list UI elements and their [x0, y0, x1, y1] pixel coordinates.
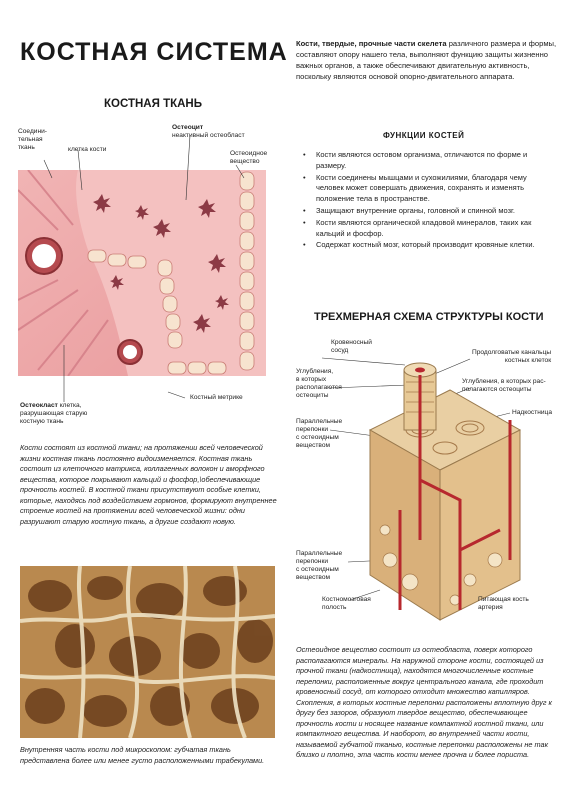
label-connective-tissue: Соедини- тельная ткань	[18, 128, 48, 151]
functions-title: ФУНКЦИИ КОСТЕЙ	[383, 131, 465, 140]
label-periosteum: Надкостница	[512, 409, 552, 416]
intro-rest: различного размера и формы, составляют опору нашего тела, выполняют функцию защиты жизненно важных органов, а также обеспечивают двигательную активность, поскольку являются основой опорно-двигательного аппарата.	[296, 39, 557, 81]
label-lamellae-top: Параллельные перепонки с остеоидным веществом	[296, 418, 343, 449]
label-hollows-left: Углубления, в которых располагаются остеоциты	[296, 368, 342, 399]
label-osteoid: Остеоидное вещество	[230, 150, 268, 165]
label-osteoclast-bold: Остеокласт	[20, 402, 58, 409]
function-item: • Кости являются органической кладовой минералов, таких как кальций и фосфор.	[300, 218, 555, 240]
tissue-title: КОСТНАЯ ТКАНЬ	[104, 98, 202, 110]
label-hollows-right: Углубления, в которых рас- полагаются остеоциты	[462, 378, 546, 393]
label-canals: Продолговатые канальцы костных клеток	[472, 349, 552, 364]
page-title: КОСТНАЯ СИСТЕМА	[20, 38, 288, 66]
label-osteoclast-rest: клетка, разрушающая старую костную ткань	[20, 402, 88, 425]
label-artery: Питающая кость артерия	[478, 596, 529, 611]
label-osteoclast	[20, 402, 87, 426]
label-lamellae-bottom: Параллельные перепонки с остеоидным веществом	[296, 550, 343, 581]
tissue-caption: Кости состоят из костной ткани; на протяжении всей человеческой жизни костная ткань постоянно видоизменяется. Костная ткань состоит из клеточного матрикса, коллагенных волокон и аморфного вещества, которое покрывают кальций и фосфор,\обеспечивающие прочность костей. В костной ткани присутствуют особые клетки, которые, находясь под воздействием гормонов, формируют внутреннее строение костей на протяжении всей человеческой жизни: одни разрушают старую костную ткань, а другие создают новую.	[20, 443, 277, 526]
label-vessel: Кровеносный сосуд	[331, 339, 372, 354]
label-osteocyte	[172, 124, 245, 140]
label-osteocyte-bold: Остеоцит	[172, 124, 204, 131]
structure-caption: Остеоидное вещество состоит из остеобласта, поверх которого располагаются минералы. На наружной стороне кости, состоящей из прочной ткани (надкостница), находятся многочисленные костные перепонки, расположенные вокруг центрального канала, где проходит кровеносный сосуд, от которого отходит множество капилляров. Скопления, в которых костные перепонки расположены вплотную друг к другу без зазоров, образуют твердое вещество, обеспечивающее прочность кости и носящее название компактной костной ткани, или компактного вещества. И наоборот, во внутренней части кости, называемой губчатой тканью, костные перепонки расположены не так близко и плотно, эта часть кости менее прочна и более пориста.	[296, 645, 552, 759]
functions-list	[300, 150, 555, 252]
microscope-photo	[20, 566, 275, 738]
label-osteocyte-rest: неактивный остеобласт	[172, 132, 245, 139]
structure-title: ТРЕХМЕРНАЯ СХЕМА СТРУКТУРЫ КОСТИ	[314, 311, 544, 323]
microscope-caption: Внутренняя часть кости под микроскопом: губчатая ткань представлена более или менее густо расположенными трабекулами.	[20, 745, 265, 765]
function-item: • Содержат костный мозг, который производит кровяные клетки.	[300, 240, 555, 251]
label-marrow: Костномозговая полость	[322, 596, 371, 611]
function-item: • Кости соединены мышцами и сухожилиями, благодаря чему человек может совершать движения, сохранять и изменять положение тела в пространстве.	[300, 173, 555, 205]
intro-bold: Кости, твердые, прочные части скелета	[296, 39, 447, 48]
bone-structure-illustration	[360, 360, 535, 625]
label-matrix: Костный метрике	[190, 394, 243, 401]
function-item: • Защищают внутренние органы, головной и спинной мозг.	[300, 206, 555, 217]
function-item: • Кости являются остовом организма, отличаются по форме и размеру.	[300, 150, 555, 172]
label-bone-cell: клетка кости	[68, 146, 107, 153]
